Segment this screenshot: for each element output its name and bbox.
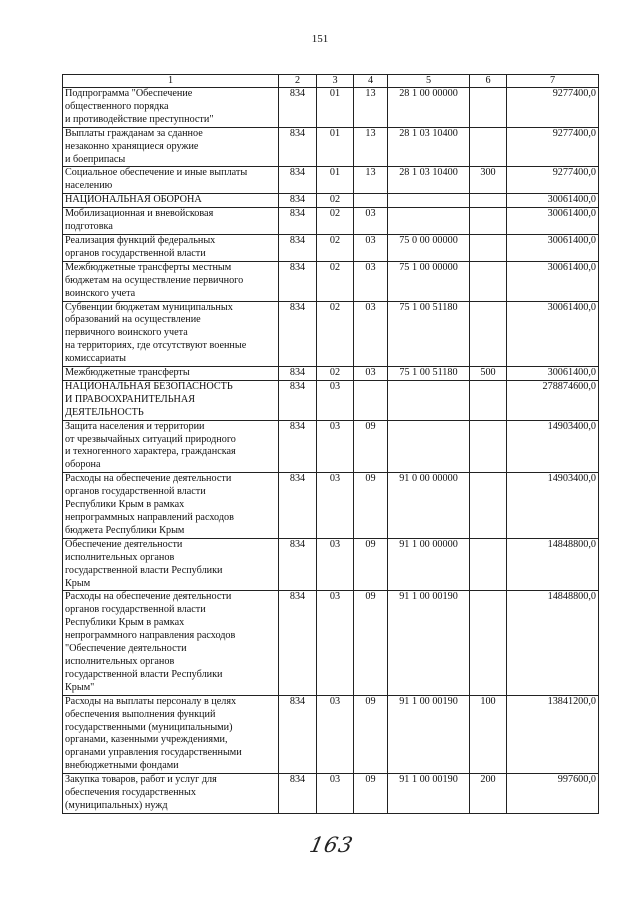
target-article-cell: 91 1 00 00190: [388, 695, 470, 773]
expense-type-cell: [470, 538, 507, 591]
table-row: [63, 380, 599, 420]
target-article-cell: 91 1 00 00190: [388, 591, 470, 695]
table-row: [63, 194, 599, 208]
subsection-code-cell: 09: [354, 591, 388, 695]
section-code-cell: 03: [317, 473, 354, 539]
table-row: [63, 167, 599, 194]
section-code-cell: 03: [317, 380, 354, 420]
row-name-cell: [63, 695, 279, 773]
table-header-row: [63, 75, 599, 88]
row-name-line: оборона: [65, 459, 101, 471]
expense-type-cell: [470, 591, 507, 695]
column-header: 3: [317, 75, 354, 88]
target-article-cell: [388, 420, 470, 473]
section-code-cell: 03: [317, 774, 354, 814]
row-name-line: исполнительных органов: [65, 551, 175, 563]
subsection-code-cell: 09: [354, 420, 388, 473]
table-row: [63, 234, 599, 261]
amount-cell: 9277400,0: [507, 88, 599, 128]
column-header: 1: [63, 75, 279, 88]
column-header: 2: [279, 75, 317, 88]
administrator-code-cell: 834: [279, 301, 317, 367]
table-row: [63, 420, 599, 473]
row-name-line: населению: [65, 180, 113, 192]
section-code-cell: 02: [317, 261, 354, 301]
row-name-line: органов государственной власти: [65, 604, 206, 616]
row-name-line: образований на осуществление: [65, 314, 201, 326]
expense-type-cell: [470, 88, 507, 128]
row-name-line: "Обеспечение деятельности: [65, 643, 187, 655]
row-name-line: незаконно хранящиеся оружие: [65, 140, 199, 152]
row-name-line: Защита населения и территории: [65, 420, 205, 432]
table-row: [63, 591, 599, 695]
amount-cell: 14903400,0: [507, 420, 599, 473]
target-article-cell: 75 0 00 00000: [388, 234, 470, 261]
amount-cell: 14848800,0: [507, 591, 599, 695]
amount-cell: 997600,0: [507, 774, 599, 814]
column-header: 6: [470, 75, 507, 88]
table-row: [63, 695, 599, 773]
row-name-line: исполнительных органов: [65, 655, 175, 667]
administrator-code-cell: 834: [279, 234, 317, 261]
target-article-cell: 91 0 00 00000: [388, 473, 470, 539]
target-article-cell: 91 1 00 00000: [388, 538, 470, 591]
subsection-code-cell: 03: [354, 261, 388, 301]
target-article-cell: [388, 380, 470, 420]
subsection-code-cell: 09: [354, 538, 388, 591]
table-row: [63, 301, 599, 367]
administrator-code-cell: 834: [279, 127, 317, 167]
row-name-cell: [63, 591, 279, 695]
target-article-cell: 28 1 03 10400: [388, 167, 470, 194]
subsection-code-cell: 13: [354, 167, 388, 194]
administrator-code-cell: 834: [279, 538, 317, 591]
table-row: [63, 261, 599, 301]
expense-type-cell: [470, 194, 507, 208]
row-name-cell: [63, 234, 279, 261]
row-name-line: Подпрограмма "Обеспечение: [65, 88, 193, 99]
amount-cell: 9277400,0: [507, 127, 599, 167]
row-name-line: Межбюджетные трансферты: [65, 367, 190, 379]
row-name-line: и противодействие преступности": [65, 113, 214, 125]
section-code-cell: 02: [317, 301, 354, 367]
row-name-line: Мобилизационная и вневойсковая: [65, 208, 214, 220]
row-name-line: НАЦИОНАЛЬНАЯ ОБОРОНА: [65, 194, 202, 206]
section-code-cell: 01: [317, 88, 354, 128]
budget-table: [62, 74, 599, 814]
table-row: [63, 538, 599, 591]
row-name-line: Республики Крым в рамках: [65, 499, 185, 511]
row-name-cell: [63, 194, 279, 208]
page-number: 151: [311, 33, 329, 45]
row-name-line: обеспечения государственных: [65, 787, 196, 799]
row-name-line: бюджета Республики Крым: [65, 524, 185, 536]
target-article-cell: 75 1 00 51180: [388, 367, 470, 381]
subsection-code-cell: 03: [354, 367, 388, 381]
expense-type-cell: [470, 127, 507, 167]
row-name-line: Закупка товаров, работ и услуг для: [65, 774, 217, 786]
expense-type-cell: 100: [470, 695, 507, 773]
subsection-code-cell: 09: [354, 774, 388, 814]
expense-type-cell: [470, 234, 507, 261]
row-name-line: Расходы на выплаты персоналу в целях: [65, 695, 237, 707]
column-header: 7: [507, 75, 599, 88]
row-name-cell: [63, 261, 279, 301]
row-name-line: НАЦИОНАЛЬНАЯ БЕЗОПАСНОСТЬ: [65, 380, 233, 392]
row-name-line: Расходы на обеспечение деятельности: [65, 591, 232, 603]
table-row: [63, 473, 599, 539]
target-article-cell: 75 1 00 51180: [388, 301, 470, 367]
target-article-cell: [388, 208, 470, 235]
subsection-code-cell: [354, 194, 388, 208]
row-name-line: И ПРАВООХРАНИТЕЛЬНАЯ: [65, 393, 196, 405]
amount-cell: 30061400,0: [507, 194, 599, 208]
table-row: [63, 367, 599, 381]
amount-cell: 30061400,0: [507, 367, 599, 381]
amount-cell: 9277400,0: [507, 167, 599, 194]
row-name-line: непрограммных направлений расходов: [65, 512, 234, 523]
section-code-cell: 02: [317, 208, 354, 235]
expense-type-cell: 300: [470, 167, 507, 194]
row-name-line: органами, казенными учреждениями,: [65, 734, 228, 746]
row-name-line: Крым: [65, 577, 91, 589]
row-name-line: (муниципальных) нужд: [65, 799, 168, 811]
subsection-code-cell: [354, 380, 388, 420]
row-name-line: ДЕЯТЕЛЬНОСТЬ: [65, 406, 144, 418]
row-name-line: внебюджетными фондами: [65, 760, 179, 772]
row-name-line: органов государственной власти: [65, 486, 206, 498]
row-name-line: органами управления государственными: [65, 747, 242, 759]
expense-type-cell: [470, 261, 507, 301]
target-article-cell: 75 1 00 00000: [388, 261, 470, 301]
row-name-line: Крым": [65, 681, 95, 693]
section-code-cell: 03: [317, 695, 354, 773]
section-code-cell: 02: [317, 194, 354, 208]
amount-cell: 278874600,0: [507, 380, 599, 420]
row-name-line: органов государственной власти: [65, 247, 206, 259]
table-row: [63, 127, 599, 167]
target-article-cell: 28 1 03 10400: [388, 127, 470, 167]
row-name-cell: [63, 127, 279, 167]
row-name-line: государственной власти Республики: [65, 668, 223, 680]
row-name-cell: [63, 367, 279, 381]
row-name-cell: [63, 380, 279, 420]
section-code-cell: 03: [317, 538, 354, 591]
amount-cell: 30061400,0: [507, 208, 599, 235]
section-code-cell: 01: [317, 127, 354, 167]
administrator-code-cell: 834: [279, 380, 317, 420]
section-code-cell: 02: [317, 234, 354, 261]
row-name-cell: [63, 88, 279, 128]
administrator-code-cell: 834: [279, 261, 317, 301]
expense-type-cell: [470, 420, 507, 473]
amount-cell: 30061400,0: [507, 261, 599, 301]
administrator-code-cell: 834: [279, 420, 317, 473]
row-name-cell: [63, 774, 279, 814]
row-name-line: воинского учета: [65, 287, 136, 299]
expense-type-cell: [470, 380, 507, 420]
row-name-line: государственными (муниципальными): [65, 721, 233, 733]
target-article-cell: [388, 194, 470, 208]
section-code-cell: 03: [317, 420, 354, 473]
row-name-line: Республики Крым в рамках: [65, 617, 185, 629]
row-name-line: от чрезвычайных ситуаций природного: [65, 433, 236, 445]
administrator-code-cell: 834: [279, 88, 317, 128]
subsection-code-cell: 03: [354, 234, 388, 261]
row-name-cell: [63, 167, 279, 194]
amount-cell: 14903400,0: [507, 473, 599, 539]
administrator-code-cell: 834: [279, 473, 317, 539]
row-name-line: и техногенного характера, гражданская: [65, 446, 236, 458]
section-code-cell: 03: [317, 591, 354, 695]
amount-cell: 14848800,0: [507, 538, 599, 591]
subsection-code-cell: 09: [354, 695, 388, 773]
row-name-line: Обеспечение деятельности: [65, 538, 183, 550]
row-name-line: Выплаты гражданам за сданное: [65, 127, 203, 139]
administrator-code-cell: 834: [279, 194, 317, 208]
row-name-cell: [63, 301, 279, 367]
administrator-code-cell: 834: [279, 591, 317, 695]
row-name-line: подготовка: [65, 221, 113, 233]
administrator-code-cell: 834: [279, 208, 317, 235]
row-name-cell: [63, 420, 279, 473]
row-name-line: комиссариаты: [65, 353, 127, 365]
subsection-code-cell: 13: [354, 88, 388, 128]
row-name-line: обеспечения выполнения функций: [65, 708, 216, 720]
expense-type-cell: 500: [470, 367, 507, 381]
section-code-cell: 01: [317, 167, 354, 194]
row-name-cell: [63, 473, 279, 539]
amount-cell: 13841200,0: [507, 695, 599, 773]
administrator-code-cell: 834: [279, 774, 317, 814]
table-row: [63, 208, 599, 235]
section-code-cell: 02: [317, 367, 354, 381]
expense-type-cell: 200: [470, 774, 507, 814]
row-name-line: бюджетам на осуществление первичного: [65, 274, 244, 286]
row-name-line: и боеприпасы: [65, 153, 126, 165]
amount-cell: 30061400,0: [507, 301, 599, 367]
expense-type-cell: [470, 301, 507, 367]
handwritten-page-number: 163: [307, 833, 356, 857]
row-name-line: на территориях, где отсутствуют военные: [65, 340, 247, 352]
expense-type-cell: [470, 473, 507, 539]
row-name-line: общественного порядка: [65, 100, 169, 112]
subsection-code-cell: 03: [354, 208, 388, 235]
target-article-cell: 91 1 00 00190: [388, 774, 470, 814]
row-name-cell: [63, 208, 279, 235]
administrator-code-cell: 834: [279, 367, 317, 381]
row-name-line: Расходы на обеспечение деятельности: [65, 473, 232, 485]
row-name-line: непрограммного направления расходов: [65, 630, 236, 642]
column-header: 4: [354, 75, 388, 88]
expense-type-cell: [470, 208, 507, 235]
row-name-line: Субвенции бюджетам муниципальных: [65, 301, 233, 313]
row-name-line: государственной власти Республики: [65, 564, 223, 576]
table-row: [63, 88, 599, 128]
subsection-code-cell: 13: [354, 127, 388, 167]
row-name-line: Реализация функций федеральных: [65, 234, 216, 246]
row-name-line: Социальное обеспечение и иные выплаты: [65, 167, 248, 179]
amount-cell: 30061400,0: [507, 234, 599, 261]
administrator-code-cell: 834: [279, 167, 317, 194]
row-name-line: первичного воинского учета: [65, 327, 188, 339]
column-header: 5: [388, 75, 470, 88]
row-name-line: Межбюджетные трансферты местным: [65, 261, 232, 273]
administrator-code-cell: 834: [279, 695, 317, 773]
subsection-code-cell: 09: [354, 473, 388, 539]
row-name-cell: [63, 538, 279, 591]
table-row: [63, 774, 599, 814]
table-body: [63, 88, 599, 814]
subsection-code-cell: 03: [354, 301, 388, 367]
target-article-cell: 28 1 00 00000: [388, 88, 470, 128]
